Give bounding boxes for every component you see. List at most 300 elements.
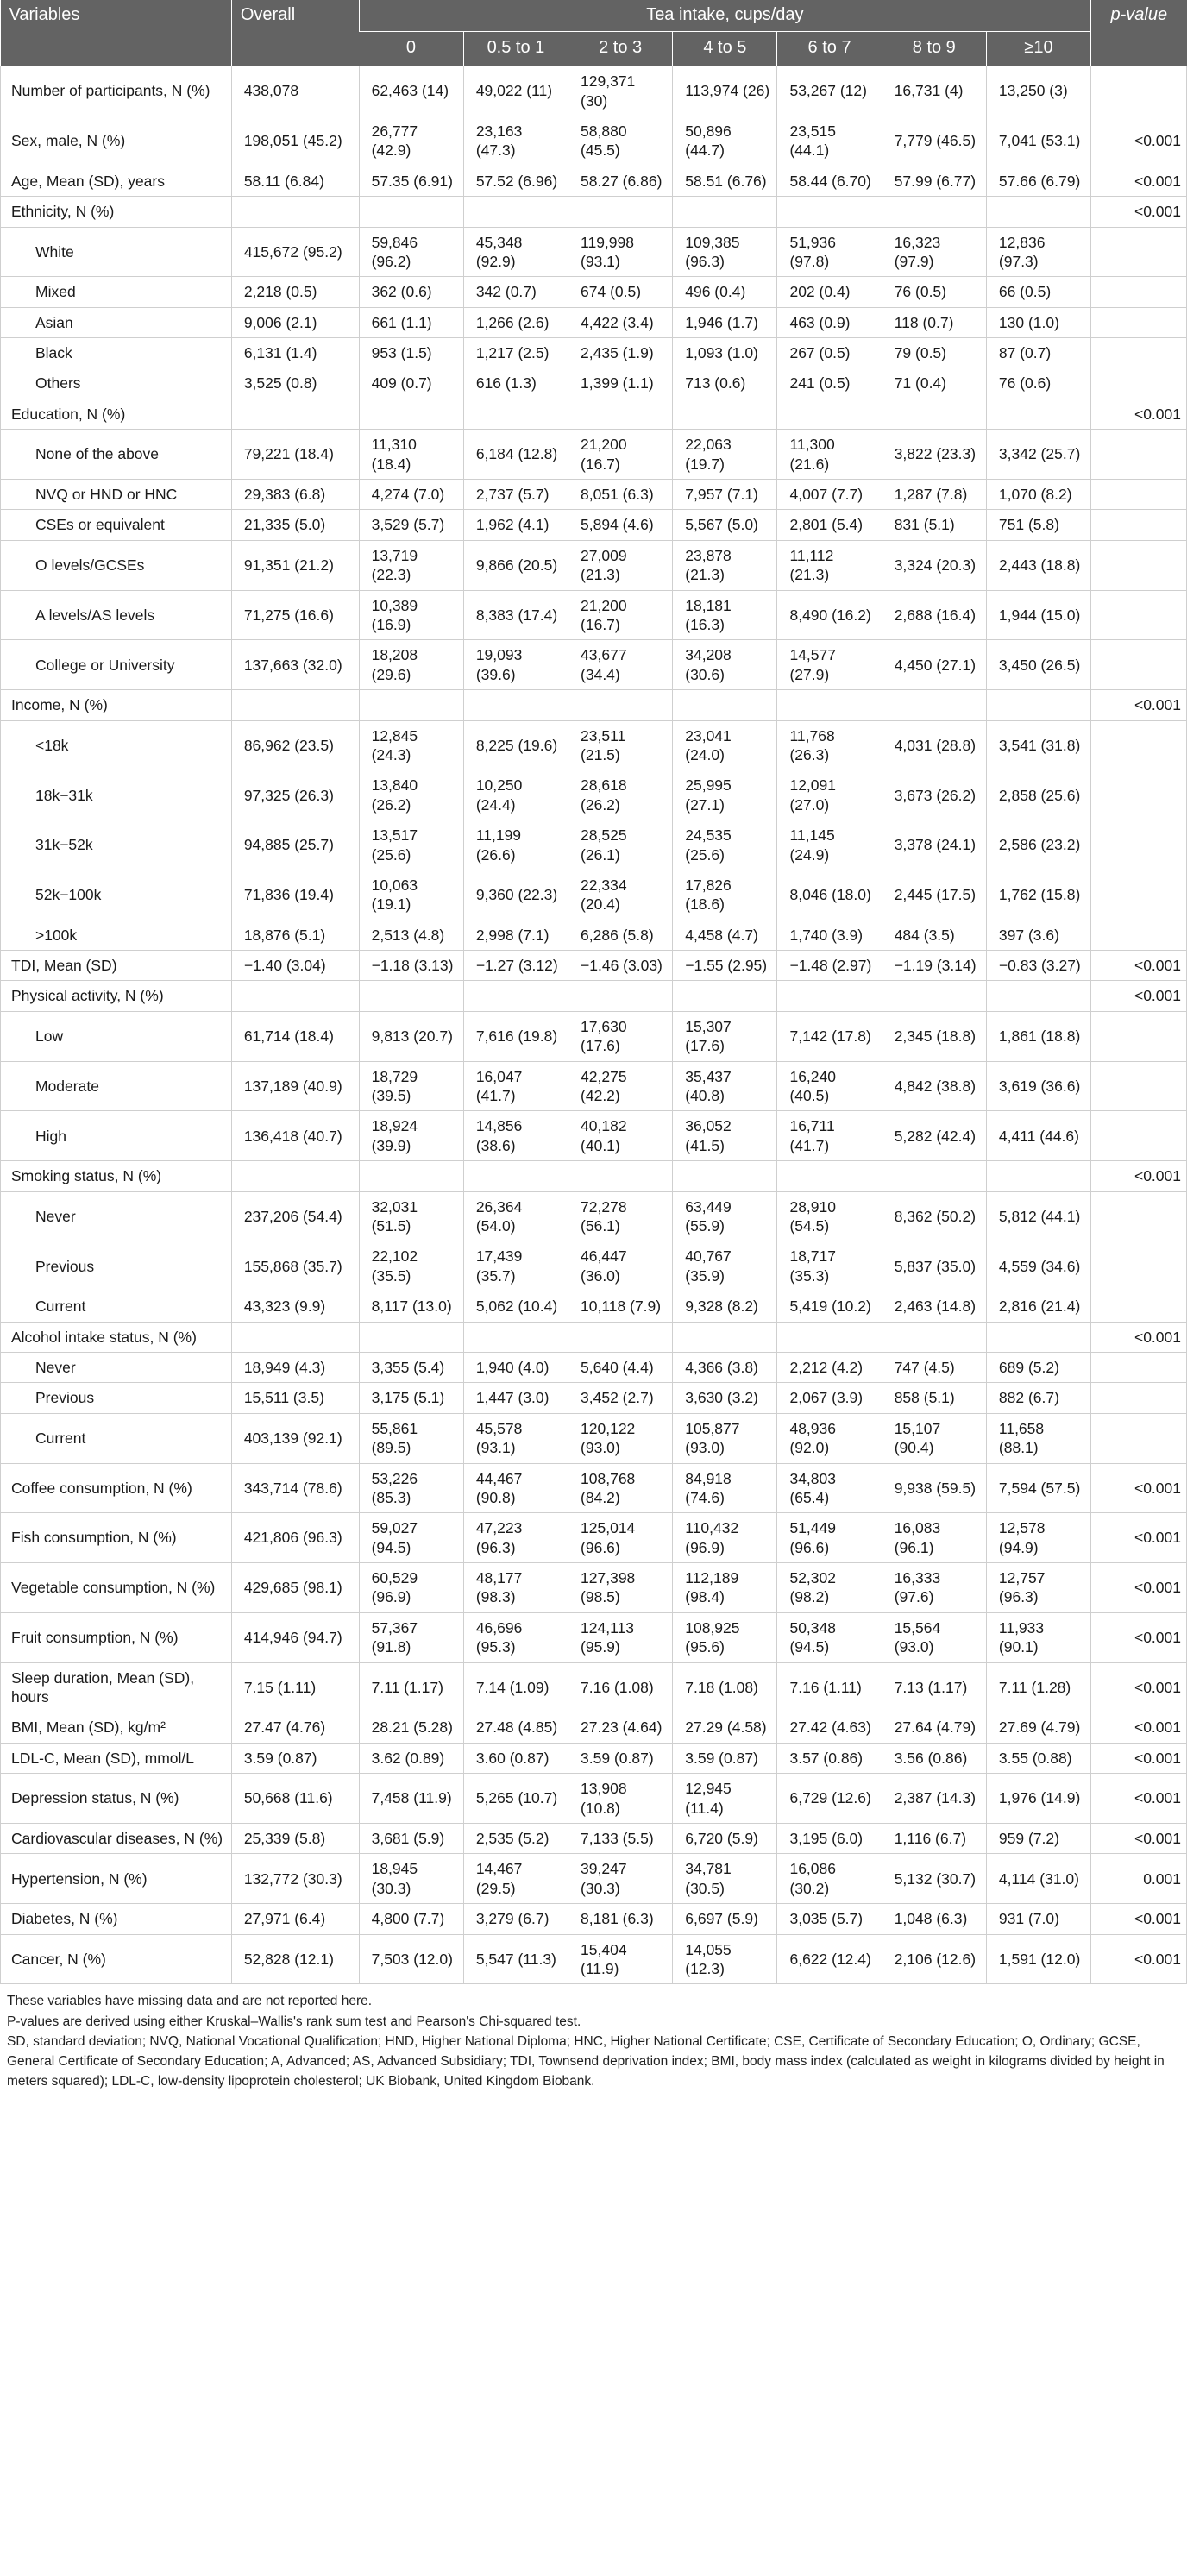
group-cell: 2,463 (14.8) xyxy=(882,1291,986,1322)
row-label: Low xyxy=(1,1011,232,1061)
group-cell: 4,411 (44.6) xyxy=(986,1111,1090,1161)
overall-cell: 58.11 (6.84) xyxy=(231,166,359,196)
group-cell: 18,729 (39.5) xyxy=(359,1061,463,1111)
table-body xyxy=(1,66,1187,1984)
group-cell: 22,102 (35.5) xyxy=(359,1241,463,1291)
group-cell: 858 (5.1) xyxy=(882,1383,986,1413)
group-cell: 47,223 (96.3) xyxy=(463,1513,568,1563)
group-cell: 25,995 (27.1) xyxy=(673,770,777,820)
pvalue-cell: <0.001 xyxy=(1091,399,1187,429)
pvalue-cell xyxy=(1091,720,1187,770)
group-cell: 4,274 (7.0) xyxy=(359,480,463,510)
group-cell: 7.16 (1.08) xyxy=(568,1662,673,1712)
group-cell: 4,559 (34.6) xyxy=(986,1241,1090,1291)
overall-cell: 97,325 (26.3) xyxy=(231,770,359,820)
group-cell: 953 (1.5) xyxy=(359,338,463,368)
row-label: Depression status, N (%) xyxy=(1,1774,232,1824)
group-cell: 8,225 (19.6) xyxy=(463,720,568,770)
group-cell xyxy=(568,1322,673,1352)
group-cell: −1.48 (2.97) xyxy=(777,951,882,981)
group-cell: 27.69 (4.79) xyxy=(986,1712,1090,1743)
overall-cell: 52,828 (12.1) xyxy=(231,1934,359,1984)
row-label: Diabetes, N (%) xyxy=(1,1904,232,1934)
group-cell: 1,217 (2.5) xyxy=(463,338,568,368)
group-cell: 7.13 (1.17) xyxy=(882,1662,986,1712)
group-cell: 15,307 (17.6) xyxy=(673,1011,777,1061)
table-row xyxy=(1,368,1187,399)
overall-cell xyxy=(231,1322,359,1352)
header-group-2: 2 to 3 xyxy=(568,31,673,66)
group-cell: 3,279 (6.7) xyxy=(463,1904,568,1934)
group-cell xyxy=(986,1322,1090,1352)
table-row xyxy=(1,116,1187,166)
row-label: Current xyxy=(1,1413,232,1463)
group-cell xyxy=(673,1322,777,1352)
table-row xyxy=(1,480,1187,510)
overall-cell: 18,949 (4.3) xyxy=(231,1352,359,1382)
overall-cell: 343,714 (78.6) xyxy=(231,1463,359,1513)
pvalue-cell: <0.001 xyxy=(1091,1563,1187,1613)
pvalue-cell xyxy=(1091,1111,1187,1161)
table-row xyxy=(1,1352,1187,1382)
table-row xyxy=(1,1061,1187,1111)
group-cell xyxy=(882,399,986,429)
group-cell: 28.21 (5.28) xyxy=(359,1712,463,1743)
group-cell xyxy=(359,1161,463,1191)
group-cell: 4,842 (38.8) xyxy=(882,1061,986,1111)
group-cell xyxy=(986,690,1090,720)
group-cell: 3.60 (0.87) xyxy=(463,1743,568,1773)
group-cell: 616 (1.3) xyxy=(463,368,568,399)
group-cell: 747 (4.5) xyxy=(882,1352,986,1382)
group-cell: 23,041 (24.0) xyxy=(673,720,777,770)
row-label: Fruit consumption, N (%) xyxy=(1,1612,232,1662)
row-label: <18k xyxy=(1,720,232,770)
table-row xyxy=(1,307,1187,337)
group-cell: 1,762 (15.8) xyxy=(986,870,1090,920)
group-cell: 1,287 (7.8) xyxy=(882,480,986,510)
group-cell: 11,300 (21.6) xyxy=(777,430,882,480)
group-cell: 23,163 (47.3) xyxy=(463,116,568,166)
table-row xyxy=(1,690,1187,720)
group-cell: 3,355 (5.4) xyxy=(359,1352,463,1382)
overall-cell xyxy=(231,1161,359,1191)
group-cell: 9,328 (8.2) xyxy=(673,1291,777,1322)
group-cell: 108,768 (84.2) xyxy=(568,1463,673,1513)
group-cell: 18,924 (39.9) xyxy=(359,1111,463,1161)
group-cell: 15,404 (11.9) xyxy=(568,1934,673,1984)
group-cell: 27.48 (4.85) xyxy=(463,1712,568,1743)
group-cell: 2,858 (25.6) xyxy=(986,770,1090,820)
group-cell xyxy=(777,1322,882,1352)
group-cell: 7,142 (17.8) xyxy=(777,1011,882,1061)
group-cell: 76 (0.6) xyxy=(986,368,1090,399)
group-cell: 66 (0.5) xyxy=(986,277,1090,307)
group-cell: 5,894 (4.6) xyxy=(568,510,673,540)
table-row xyxy=(1,720,1187,770)
group-cell: 40,182 (40.1) xyxy=(568,1111,673,1161)
group-cell: 1,070 (8.2) xyxy=(986,480,1090,510)
group-cell: 12,945 (11.4) xyxy=(673,1774,777,1824)
pvalue-cell: <0.001 xyxy=(1091,1513,1187,1563)
table-row xyxy=(1,1383,1187,1413)
pvalue-cell xyxy=(1091,540,1187,590)
table-row xyxy=(1,770,1187,820)
row-label: Mixed xyxy=(1,277,232,307)
group-cell: −1.55 (2.95) xyxy=(673,951,777,981)
group-cell xyxy=(463,1161,568,1191)
pvalue-cell xyxy=(1091,66,1187,116)
group-cell: 1,861 (18.8) xyxy=(986,1011,1090,1061)
group-cell: 27,009 (21.3) xyxy=(568,540,673,590)
group-cell: 8,051 (6.3) xyxy=(568,480,673,510)
row-label: Black xyxy=(1,338,232,368)
row-label: O levels/GCSEs xyxy=(1,540,232,590)
group-cell: 7.11 (1.28) xyxy=(986,1662,1090,1712)
group-cell: 14,467 (29.5) xyxy=(463,1854,568,1904)
group-cell: 18,208 (29.6) xyxy=(359,640,463,690)
table-row xyxy=(1,1934,1187,1984)
group-cell: 57,367 (91.8) xyxy=(359,1612,463,1662)
table-row xyxy=(1,870,1187,920)
group-cell: 3.62 (0.89) xyxy=(359,1743,463,1773)
pvalue-cell: <0.001 xyxy=(1091,1823,1187,1853)
group-cell: 7.16 (1.11) xyxy=(777,1662,882,1712)
row-label: Sleep duration, Mean (SD), hours xyxy=(1,1662,232,1712)
group-cell: 124,113 (95.9) xyxy=(568,1612,673,1662)
group-cell: 7,616 (19.8) xyxy=(463,1011,568,1061)
table-row xyxy=(1,66,1187,116)
group-cell xyxy=(673,197,777,227)
group-cell xyxy=(359,690,463,720)
overall-cell: 91,351 (21.2) xyxy=(231,540,359,590)
overall-cell: 403,139 (92.1) xyxy=(231,1413,359,1463)
row-label: None of the above xyxy=(1,430,232,480)
group-cell: 674 (0.5) xyxy=(568,277,673,307)
table-row xyxy=(1,1774,1187,1824)
group-cell: 3.57 (0.86) xyxy=(777,1743,882,1773)
group-cell: 7.11 (1.17) xyxy=(359,1662,463,1712)
group-cell xyxy=(568,1161,673,1191)
group-cell: 16,711 (41.7) xyxy=(777,1111,882,1161)
row-label: Never xyxy=(1,1352,232,1382)
group-cell: 8,181 (6.3) xyxy=(568,1904,673,1934)
row-label: 18k−31k xyxy=(1,770,232,820)
group-cell: 12,091 (27.0) xyxy=(777,770,882,820)
group-cell: 931 (7.0) xyxy=(986,1904,1090,1934)
group-cell: 10,389 (16.9) xyxy=(359,590,463,640)
pvalue-cell xyxy=(1091,1191,1187,1241)
group-cell: 60,529 (96.9) xyxy=(359,1563,463,1613)
pvalue-cell xyxy=(1091,870,1187,920)
group-cell: 130 (1.0) xyxy=(986,307,1090,337)
group-cell xyxy=(359,1322,463,1352)
overall-cell: 18,876 (5.1) xyxy=(231,920,359,950)
overall-cell: 137,663 (32.0) xyxy=(231,640,359,690)
group-cell: 12,757 (96.3) xyxy=(986,1563,1090,1613)
group-cell: 1,093 (1.0) xyxy=(673,338,777,368)
group-cell: 1,048 (6.3) xyxy=(882,1904,986,1934)
overall-cell: 71,275 (16.6) xyxy=(231,590,359,640)
header-group-1: 0.5 to 1 xyxy=(463,31,568,66)
pvalue-cell: <0.001 xyxy=(1091,1322,1187,1352)
table-row xyxy=(1,640,1187,690)
row-label: Others xyxy=(1,368,232,399)
group-cell: 34,803 (65.4) xyxy=(777,1463,882,1513)
row-label: Cancer, N (%) xyxy=(1,1934,232,1984)
group-cell: 7,779 (46.5) xyxy=(882,116,986,166)
table-row xyxy=(1,540,1187,590)
group-cell: 23,515 (44.1) xyxy=(777,116,882,166)
group-cell: 3,673 (26.2) xyxy=(882,770,986,820)
group-cell xyxy=(673,399,777,429)
group-cell: 6,286 (5.8) xyxy=(568,920,673,950)
group-cell: 108,925 (95.6) xyxy=(673,1612,777,1662)
group-cell: 362 (0.6) xyxy=(359,277,463,307)
group-cell: 2,067 (3.9) xyxy=(777,1383,882,1413)
group-cell: 16,731 (4) xyxy=(882,66,986,116)
group-cell xyxy=(463,690,568,720)
group-cell xyxy=(568,197,673,227)
pvalue-cell: <0.001 xyxy=(1091,116,1187,166)
group-cell xyxy=(359,981,463,1011)
group-cell: 2,345 (18.8) xyxy=(882,1011,986,1061)
group-cell: 1,740 (3.9) xyxy=(777,920,882,950)
group-cell: 5,837 (35.0) xyxy=(882,1241,986,1291)
group-cell: 62,463 (14) xyxy=(359,66,463,116)
group-cell: 45,348 (92.9) xyxy=(463,227,568,277)
group-cell: 2,998 (7.1) xyxy=(463,920,568,950)
group-cell: 3,175 (5.1) xyxy=(359,1383,463,1413)
header-group-5: 8 to 9 xyxy=(882,31,986,66)
row-label: Asian xyxy=(1,307,232,337)
row-label: Fish consumption, N (%) xyxy=(1,1513,232,1563)
group-cell: 14,577 (27.9) xyxy=(777,640,882,690)
group-cell: 63,449 (55.9) xyxy=(673,1191,777,1241)
overall-cell: 137,189 (40.9) xyxy=(231,1061,359,1111)
table-row xyxy=(1,1823,1187,1853)
row-label: 52k−100k xyxy=(1,870,232,920)
group-cell: 112,189 (98.4) xyxy=(673,1563,777,1613)
group-cell: 84,918 (74.6) xyxy=(673,1463,777,1513)
group-cell: 16,047 (41.7) xyxy=(463,1061,568,1111)
group-cell: 2,801 (5.4) xyxy=(777,510,882,540)
group-cell: 125,014 (96.6) xyxy=(568,1513,673,1563)
row-label: LDL-C, Mean (SD), mmol/L xyxy=(1,1743,232,1773)
group-cell: 18,717 (35.3) xyxy=(777,1241,882,1291)
group-cell: 4,458 (4.7) xyxy=(673,920,777,950)
group-cell: 3,035 (5.7) xyxy=(777,1904,882,1934)
row-label: Previous xyxy=(1,1241,232,1291)
group-cell: 5,265 (10.7) xyxy=(463,1774,568,1824)
group-cell: 267 (0.5) xyxy=(777,338,882,368)
overall-cell: 71,836 (19.4) xyxy=(231,870,359,920)
group-cell: 1,940 (4.0) xyxy=(463,1352,568,1382)
overall-cell: 27,971 (6.4) xyxy=(231,1904,359,1934)
group-cell: 1,944 (15.0) xyxy=(986,590,1090,640)
group-cell: 496 (0.4) xyxy=(673,277,777,307)
group-cell xyxy=(463,197,568,227)
pvalue-cell: <0.001 xyxy=(1091,197,1187,227)
group-cell: 76 (0.5) xyxy=(882,277,986,307)
overall-cell: 7.15 (1.11) xyxy=(231,1662,359,1712)
group-cell xyxy=(882,1322,986,1352)
row-label: A levels/AS levels xyxy=(1,590,232,640)
pvalue-cell: <0.001 xyxy=(1091,1774,1187,1824)
pvalue-cell xyxy=(1091,920,1187,950)
group-cell: 58,880 (45.5) xyxy=(568,116,673,166)
group-cell xyxy=(463,399,568,429)
group-cell: 4,800 (7.7) xyxy=(359,1904,463,1934)
group-cell: 959 (7.2) xyxy=(986,1823,1090,1853)
group-cell: 661 (1.1) xyxy=(359,307,463,337)
pvalue-cell xyxy=(1091,640,1187,690)
overall-cell: 3.59 (0.87) xyxy=(231,1743,359,1773)
pvalue-cell xyxy=(1091,1383,1187,1413)
group-cell: 882 (6.7) xyxy=(986,1383,1090,1413)
group-cell xyxy=(777,1161,882,1191)
pvalue-cell xyxy=(1091,338,1187,368)
overall-cell: 94,885 (25.7) xyxy=(231,820,359,870)
group-cell: 6,184 (12.8) xyxy=(463,430,568,480)
group-cell: 57.99 (6.77) xyxy=(882,166,986,196)
row-label: Ethnicity, N (%) xyxy=(1,197,232,227)
group-cell: 14,055 (12.3) xyxy=(673,1934,777,1984)
pvalue-cell xyxy=(1091,1241,1187,1291)
group-cell: 11,199 (26.6) xyxy=(463,820,568,870)
pvalue-cell xyxy=(1091,430,1187,480)
row-label: Physical activity, N (%) xyxy=(1,981,232,1011)
pvalue-cell xyxy=(1091,480,1187,510)
overall-cell: 132,772 (30.3) xyxy=(231,1854,359,1904)
group-cell xyxy=(882,690,986,720)
row-label: High xyxy=(1,1111,232,1161)
group-cell: 7.14 (1.09) xyxy=(463,1662,568,1712)
header-group-3: 4 to 5 xyxy=(673,31,777,66)
group-cell: 10,063 (19.1) xyxy=(359,870,463,920)
row-label: Cardiovascular diseases, N (%) xyxy=(1,1823,232,1853)
group-cell: 12,836 (97.3) xyxy=(986,227,1090,277)
group-cell: 59,846 (96.2) xyxy=(359,227,463,277)
group-cell: 50,348 (94.5) xyxy=(777,1612,882,1662)
group-cell: 105,877 (93.0) xyxy=(673,1413,777,1463)
group-cell: 2,387 (14.3) xyxy=(882,1774,986,1824)
group-cell: 5,419 (10.2) xyxy=(777,1291,882,1322)
row-label: NVQ or HND or HNC xyxy=(1,480,232,510)
group-cell: 13,840 (26.2) xyxy=(359,770,463,820)
overall-cell: 2,218 (0.5) xyxy=(231,277,359,307)
group-cell: 35,437 (40.8) xyxy=(673,1061,777,1111)
table-row xyxy=(1,197,1187,227)
group-cell: 3,681 (5.9) xyxy=(359,1823,463,1853)
group-cell: 3.56 (0.86) xyxy=(882,1743,986,1773)
header-tea-intake-group: Tea intake, cups/day xyxy=(359,0,1091,31)
table-row xyxy=(1,951,1187,981)
group-cell: 16,333 (97.6) xyxy=(882,1563,986,1613)
table-row xyxy=(1,1111,1187,1161)
group-cell: 3,529 (5.7) xyxy=(359,510,463,540)
group-cell: 24,535 (25.6) xyxy=(673,820,777,870)
pvalue-cell xyxy=(1091,770,1187,820)
overall-cell: 414,946 (94.7) xyxy=(231,1612,359,1662)
group-cell: 13,250 (3) xyxy=(986,66,1090,116)
group-cell xyxy=(986,1161,1090,1191)
group-cell: 3,619 (36.6) xyxy=(986,1061,1090,1111)
row-label: Hypertension, N (%) xyxy=(1,1854,232,1904)
pvalue-cell xyxy=(1091,1352,1187,1382)
table-row xyxy=(1,1563,1187,1613)
header-pvalue: p-value xyxy=(1091,0,1187,66)
group-cell: 2,445 (17.5) xyxy=(882,870,986,920)
group-cell: 46,696 (95.3) xyxy=(463,1612,568,1662)
pvalue-cell: 0.001 xyxy=(1091,1854,1187,1904)
group-cell: 2,443 (18.8) xyxy=(986,540,1090,590)
overall-cell: 9,006 (2.1) xyxy=(231,307,359,337)
pvalue-cell xyxy=(1091,368,1187,399)
group-cell: 4,450 (27.1) xyxy=(882,640,986,690)
group-cell: 11,310 (18.4) xyxy=(359,430,463,480)
table-row xyxy=(1,1854,1187,1904)
overall-cell: 421,806 (96.3) xyxy=(231,1513,359,1563)
group-cell: 44,467 (90.8) xyxy=(463,1463,568,1513)
row-label: CSEs or equivalent xyxy=(1,510,232,540)
group-cell: 48,936 (92.0) xyxy=(777,1413,882,1463)
table-row xyxy=(1,277,1187,307)
table-row xyxy=(1,1612,1187,1662)
pvalue-cell xyxy=(1091,510,1187,540)
group-cell: 1,266 (2.6) xyxy=(463,307,568,337)
pvalue-cell: <0.001 xyxy=(1091,690,1187,720)
overall-cell xyxy=(231,981,359,1011)
group-cell: 27.42 (4.63) xyxy=(777,1712,882,1743)
overall-cell: 25,339 (5.8) xyxy=(231,1823,359,1853)
group-cell: 831 (5.1) xyxy=(882,510,986,540)
group-cell: 4,031 (28.8) xyxy=(882,720,986,770)
group-cell: 9,866 (20.5) xyxy=(463,540,568,590)
pvalue-cell: <0.001 xyxy=(1091,1662,1187,1712)
group-cell: 4,007 (7.7) xyxy=(777,480,882,510)
row-label: Number of participants, N (%) xyxy=(1,66,232,116)
header-group-6: ≥10 xyxy=(986,31,1090,66)
row-label: Income, N (%) xyxy=(1,690,232,720)
table-row xyxy=(1,1904,1187,1934)
group-cell: 18,945 (30.3) xyxy=(359,1854,463,1904)
table-row xyxy=(1,430,1187,480)
header-variables: Variables xyxy=(1,0,232,66)
group-cell xyxy=(673,690,777,720)
group-cell: 1,962 (4.1) xyxy=(463,510,568,540)
table-row xyxy=(1,1712,1187,1743)
group-cell: 3.59 (0.87) xyxy=(673,1743,777,1773)
group-cell xyxy=(777,399,882,429)
group-cell: 5,567 (5.0) xyxy=(673,510,777,540)
group-cell: 48,177 (98.3) xyxy=(463,1563,568,1613)
footnote: P-values are derived using either Kruskal–Wallis's rank sum test and Pearson's Chi-squared test. xyxy=(7,2014,581,2029)
group-cell: 6,697 (5.9) xyxy=(673,1904,777,1934)
table-row xyxy=(1,1291,1187,1322)
pvalue-cell: <0.001 xyxy=(1091,1904,1187,1934)
group-cell: 2,737 (5.7) xyxy=(463,480,568,510)
group-cell: 5,547 (11.3) xyxy=(463,1934,568,1984)
overall-cell: 3,525 (0.8) xyxy=(231,368,359,399)
group-cell: 58.44 (6.70) xyxy=(777,166,882,196)
group-cell: 26,777 (42.9) xyxy=(359,116,463,166)
group-cell: 2,513 (4.8) xyxy=(359,920,463,950)
row-label: White xyxy=(1,227,232,277)
group-cell: 5,062 (10.4) xyxy=(463,1291,568,1322)
group-cell: 28,910 (54.5) xyxy=(777,1191,882,1241)
group-cell: 18,181 (16.3) xyxy=(673,590,777,640)
